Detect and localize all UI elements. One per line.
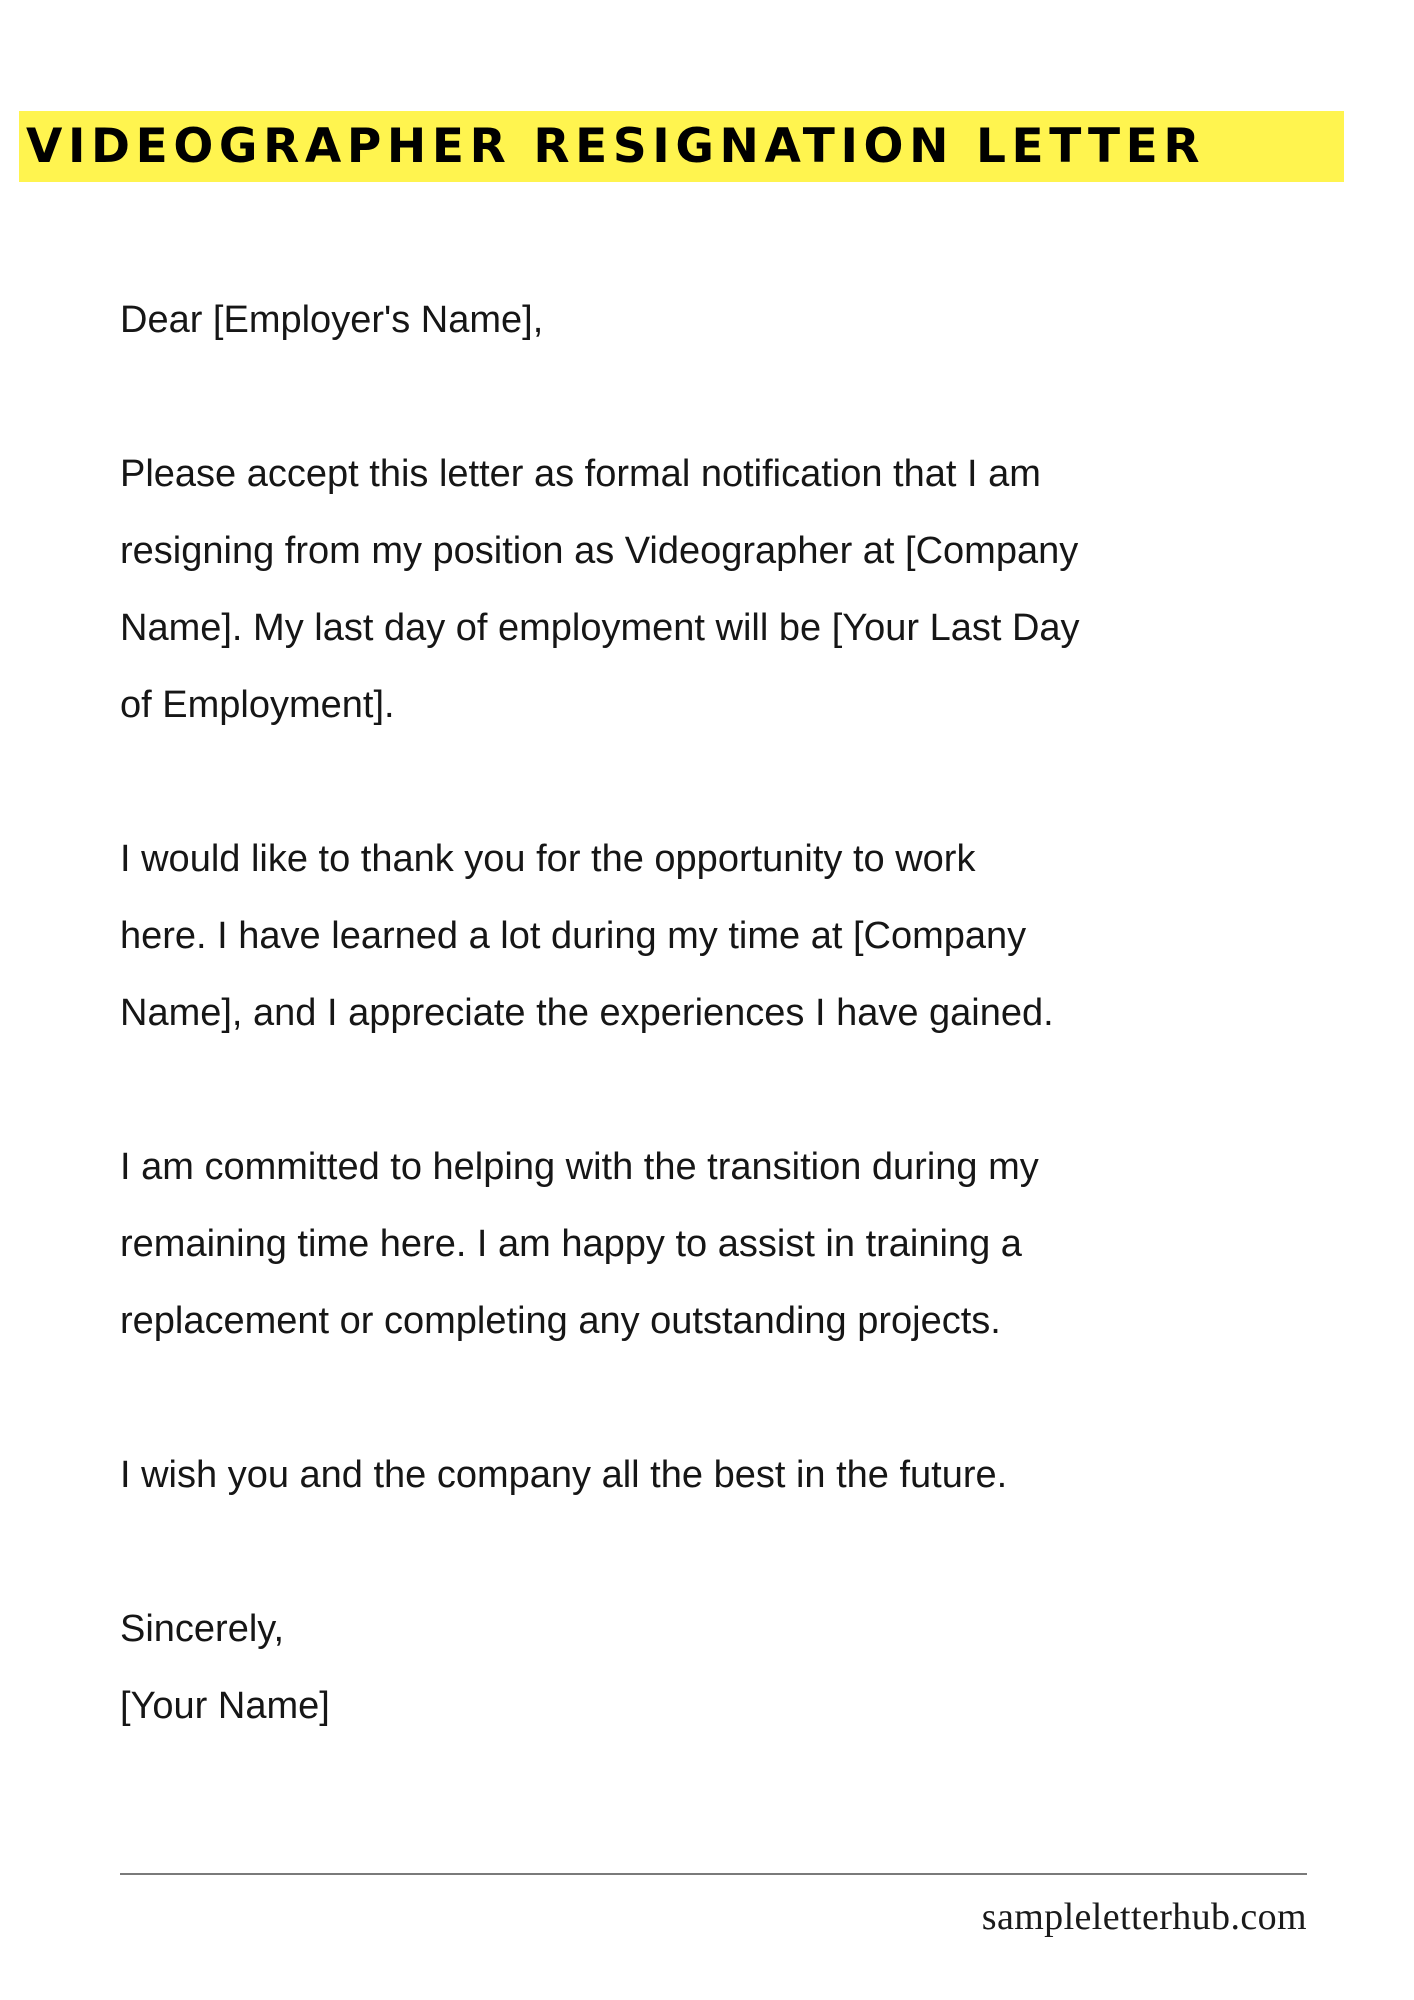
- footer-site-name: sampleletterhub.com: [981, 1896, 1307, 1938]
- paragraph-line: resigning from my position as Videographer at [Company: [120, 530, 1079, 572]
- paragraph-line: of Employment].: [120, 684, 395, 726]
- closing-text: Sincerely,: [120, 1608, 285, 1650]
- paragraph-gratitude: [120, 821, 1360, 1052]
- paragraph-line: Name], and I appreciate the experiences I have gained.: [120, 992, 1054, 1034]
- letter-body: [120, 282, 1360, 1745]
- salutation-text: Dear [Employer's Name],: [120, 299, 544, 341]
- paragraph-well-wishes: [120, 1437, 1360, 1514]
- paragraph-line: Please accept this letter as formal notification that I am: [120, 453, 1041, 495]
- paragraph-line: Name]. My last day of employment will be [Your Last Day: [120, 607, 1080, 649]
- paragraph-line: I wish you and the company all the best in the future.: [120, 1454, 1008, 1496]
- paragraph-transition: [120, 1129, 1360, 1360]
- signature-placeholder: [Your Name]: [120, 1685, 330, 1727]
- paragraph-resignation-notice: [120, 436, 1360, 744]
- paragraph-line: I am committed to helping with the transition during my: [120, 1146, 1039, 1188]
- paragraph-line: I would like to thank you for the opportunity to work: [120, 838, 976, 880]
- paragraph-line: here. I have learned a lot during my time at [Company: [120, 915, 1027, 957]
- paragraph-line: remaining time here. I am happy to assist in training a: [120, 1223, 1022, 1265]
- footer-divider: [120, 1873, 1307, 1875]
- document-title: VIDEOGRAPHER RESIGNATION LETTER: [26, 119, 1206, 174]
- salutation: [120, 282, 1360, 359]
- paragraph-line: replacement or completing any outstanding projects.: [120, 1300, 1001, 1342]
- closing-block: [120, 1591, 1360, 1745]
